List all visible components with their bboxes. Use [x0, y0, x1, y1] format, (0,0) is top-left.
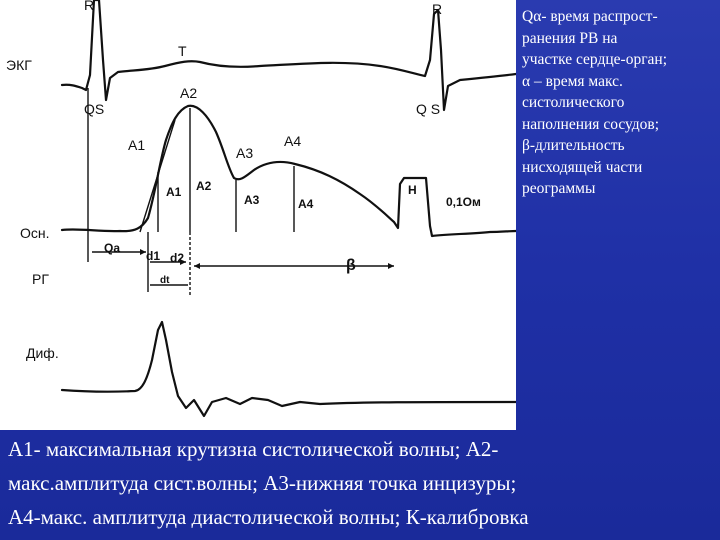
a2-inner-label: A2: [196, 179, 212, 193]
calibration-h-label: H: [408, 183, 417, 197]
ecg-trace: [62, 0, 516, 110]
side-line: α – время макс.: [522, 72, 623, 90]
baseline-label: Осн.: [20, 225, 50, 241]
rheogram-label: РГ: [32, 271, 49, 287]
arrow-head: [194, 263, 200, 269]
side-line: наполнения сосудов;: [522, 115, 660, 133]
side-description: [522, 6, 718, 200]
beta-label: β: [346, 257, 356, 274]
d1-label: d1: [146, 249, 161, 263]
ecg-r-label-1: R: [84, 0, 95, 13]
a3-inner-label: A3: [244, 193, 260, 207]
bottom-caption: [8, 432, 714, 534]
side-line: β-длительность: [522, 137, 625, 154]
caption-line: макс.амплитуда сист.волны; А3-нижняя точка инцизуры;: [8, 471, 517, 495]
side-line: участке сердце-орган;: [522, 51, 668, 68]
caption-line: А1- максимальная крутизна систолической волны; А2-: [8, 437, 499, 461]
side-line: Qα- время распрост-: [522, 8, 658, 25]
arrow-head: [388, 263, 394, 269]
a2-top-label: A2: [180, 85, 198, 101]
a4-top-label: A4: [284, 133, 302, 149]
differential-label: Диф.: [26, 345, 59, 361]
qa-label: Qa: [104, 241, 121, 255]
rheogram-trace: [62, 106, 516, 236]
ecg-qs-label-2: Q S: [416, 101, 441, 117]
caption-line: А4-макс. амплитуда диастолической волны; К-калибровка: [8, 505, 529, 529]
a4-inner-label: A4: [298, 197, 314, 211]
a1-side-label: A1: [128, 137, 146, 153]
dt-label: dt: [160, 275, 170, 286]
a1-inner-label: A1: [166, 185, 182, 199]
d2-label: d2: [170, 251, 185, 265]
ecg-qs-label-1: QS: [84, 101, 105, 117]
side-line: систолического: [522, 94, 625, 111]
ecg-r-label-2: R: [432, 1, 443, 17]
ecg-t-label: T: [178, 43, 187, 59]
side-line: ранения РВ на: [522, 29, 618, 47]
calibration-value-label: 0,1Ом: [446, 195, 481, 209]
side-line: реограммы: [522, 180, 596, 197]
side-line: нисходящей части: [522, 158, 643, 176]
a3-top-label: A3: [236, 145, 254, 161]
differential-trace: [62, 322, 516, 416]
ecg-label: ЭКГ: [6, 57, 32, 73]
